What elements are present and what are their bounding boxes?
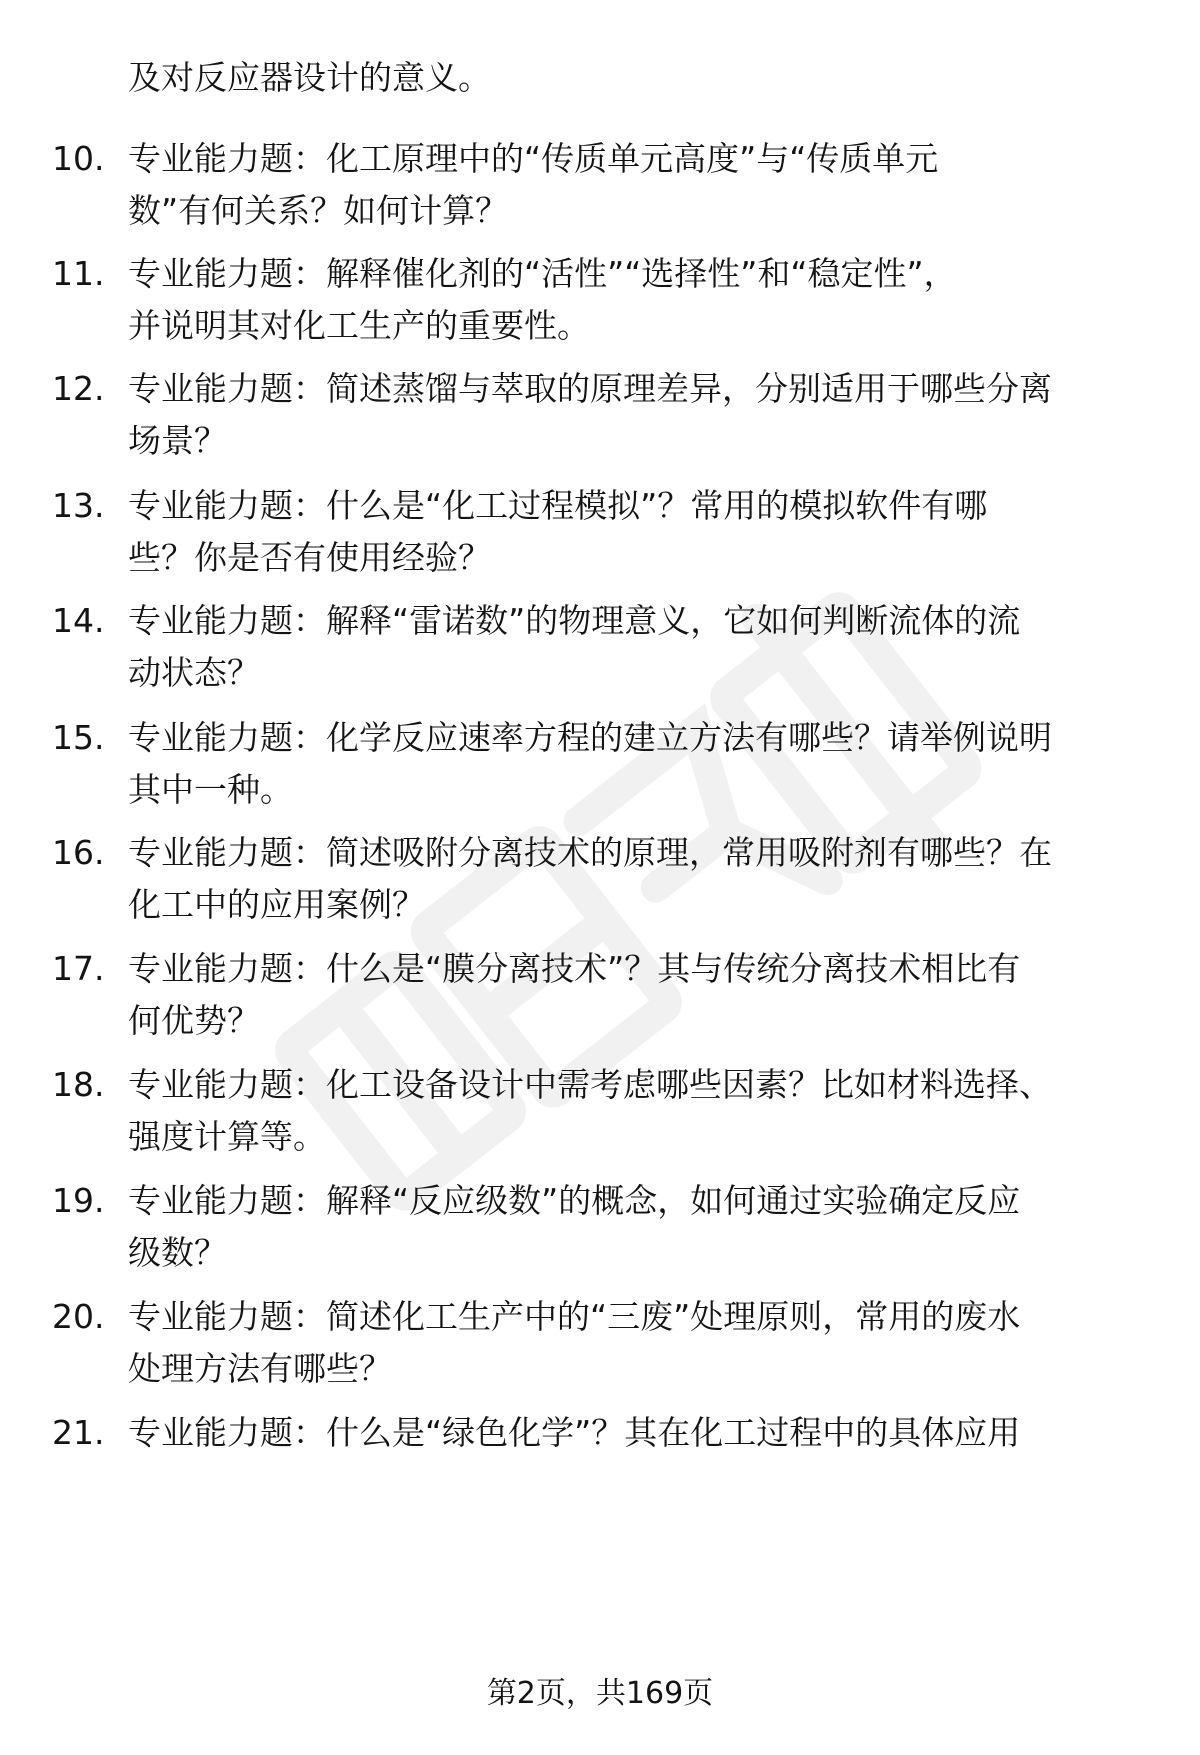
item-line: 强度计算等。 [128, 1117, 326, 1156]
item-line: 专业能力题：简述蒸馏与萃取的原理差异，分别适用于哪些分离 [128, 369, 1052, 408]
item-number: 13. [52, 486, 105, 525]
item-number: 15. [52, 718, 105, 757]
item-line: 专业能力题：什么是“绿色化学”？其在化工过程中的具体应用 [128, 1413, 1021, 1452]
item-number: 10. [52, 139, 105, 178]
item-line: 处理方法有哪些？ [128, 1349, 392, 1388]
item-line: 场景？ [128, 421, 227, 460]
item-text [128, 133, 1138, 237]
item-text [128, 712, 1138, 816]
item-line: 些？你是否有使用经验？ [128, 538, 491, 577]
item-number: 19. [52, 1181, 105, 1220]
item-line: 专业能力题：解释“雷诺数”的物理意义，它如何判断流体的流 [128, 601, 1021, 640]
item-line: 何优势？ [128, 1001, 260, 1040]
item-text [128, 1291, 1138, 1395]
item-number: 21. [52, 1413, 105, 1452]
item-number: 16. [52, 833, 105, 872]
item-line: 化工中的应用案例？ [128, 885, 425, 924]
page-number-footer: 第2页，共169页 [486, 1676, 714, 1711]
item-text [128, 363, 1138, 467]
item-text [128, 1175, 1138, 1279]
item-line: 并说明其对化工生产的重要性。 [128, 306, 590, 345]
item-line: 专业能力题：什么是“膜分离技术”？其与传统分离技术相比有 [128, 949, 1021, 988]
item-text [128, 827, 1138, 931]
item-line: 其中一种。 [128, 770, 293, 809]
item-line: 级数？ [128, 1233, 227, 1272]
item-line: 专业能力题：化工原理中的“传质单元高度”与“传质单元 [128, 139, 939, 178]
item-line: 专业能力题：简述化工生产中的“三废”处理原则，常用的废水 [128, 1297, 1021, 1336]
item-line: 专业能力题：化学反应速率方程的建立方法有哪些？请举例说明 [128, 718, 1052, 757]
item-number: 17. [52, 949, 105, 988]
item-number: 14. [52, 601, 105, 640]
item-text [128, 1059, 1138, 1163]
item-line: 专业能力题：简述吸附分离技术的原理，常用吸附剂有哪些？在 [128, 833, 1052, 872]
item-line: 动状态？ [128, 653, 260, 692]
item-text [128, 595, 1138, 699]
item-line: 数”有何关系？如何计算？ [128, 191, 509, 230]
item-text [128, 1407, 1138, 1459]
item-line: 专业能力题：什么是“化工过程模拟”？常用的模拟软件有哪 [128, 486, 988, 525]
item-number: 12. [52, 369, 105, 408]
item-text [128, 248, 1138, 352]
item-line: 专业能力题：解释“反应级数”的概念，如何通过实验确定反应 [128, 1181, 1021, 1220]
item-text [128, 480, 1138, 584]
item-text [128, 943, 1138, 1047]
item-number: 18. [52, 1065, 105, 1104]
continuation-text: 及对反应器设计的意义。 [128, 58, 491, 97]
item-number: 20. [52, 1297, 105, 1336]
item-line: 专业能力题：化工设备设计中需考虑哪些因素？比如材料选择、 [128, 1065, 1052, 1104]
item-number: 11. [52, 254, 105, 293]
item-line: 专业能力题：解释催化剂的“活性”“选择性”和“稳定性”， [128, 254, 957, 293]
